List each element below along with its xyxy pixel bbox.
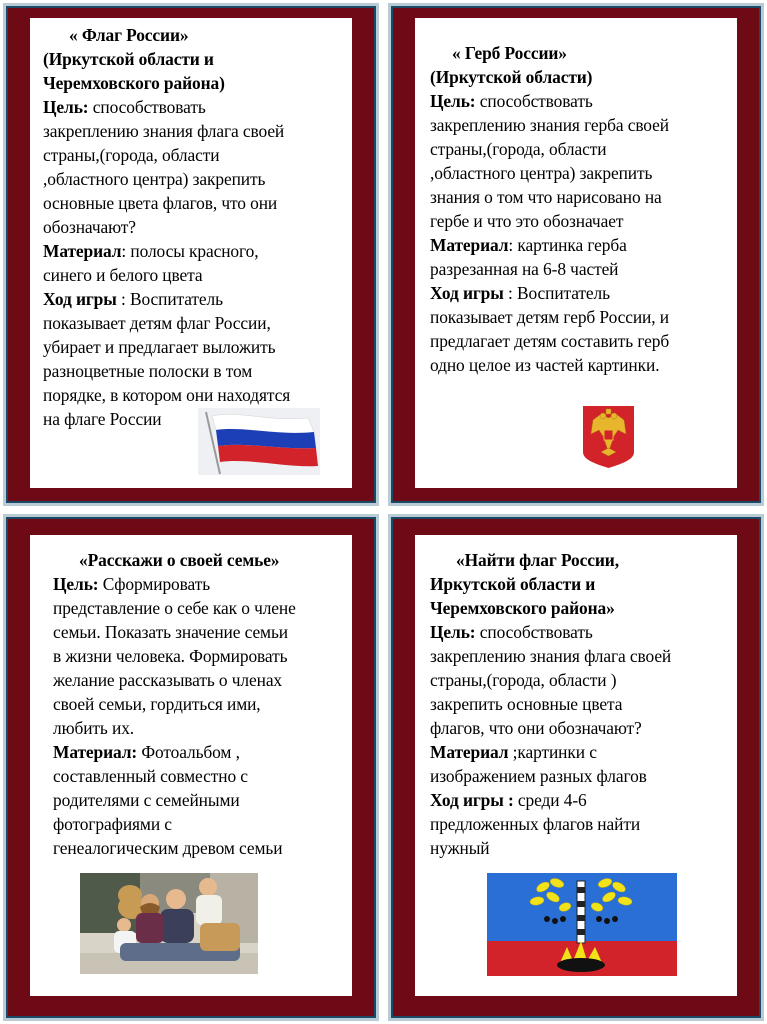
- goal-text: закреплению знания флага своей: [430, 646, 672, 666]
- course-text: : Воспитатель: [503, 283, 610, 303]
- material-text: ;картинки с: [508, 742, 597, 762]
- material-label: Материал: [43, 241, 122, 261]
- goal-text: ,областного центра) закрепить: [43, 169, 266, 189]
- goal-text: способствовать: [475, 622, 593, 642]
- goal-text: Сформировать: [98, 574, 211, 594]
- course-label: Ход игры: [430, 283, 504, 303]
- goal-text: способствовать: [88, 97, 206, 117]
- card-family: [3, 514, 379, 1021]
- course-text: порядке, в котором они находятся: [43, 385, 291, 405]
- goal-label: Цель:: [53, 574, 99, 594]
- material-text: фотографиями с: [53, 814, 172, 834]
- card-content: [415, 535, 737, 996]
- card-title-line: (Иркутской области): [430, 67, 593, 87]
- material-text: разрезанная на 6-8 частей: [430, 259, 619, 279]
- material-label: Материал: [430, 235, 509, 255]
- course-text: предлагает детям составить герб: [430, 331, 670, 351]
- material-text: синего и белого цвета: [43, 265, 203, 285]
- course-text: : Воспитатель: [116, 289, 223, 309]
- goal-text: своей семьи, гордиться ими,: [53, 694, 261, 714]
- goal-text: в жизни человека. Формировать: [53, 646, 288, 666]
- material-text: изображением разных флагов: [430, 766, 647, 786]
- goal-label: Цель:: [430, 91, 476, 111]
- goal-text: закреплению знания герба своей: [430, 115, 669, 135]
- material-label: Материал:: [53, 742, 138, 762]
- course-text: убирает и предлагает выложить: [43, 337, 276, 357]
- material-text: : картинка герба: [508, 235, 627, 255]
- card-title-line: (Иркутской области и: [43, 49, 214, 69]
- goal-label: Цель:: [430, 622, 476, 642]
- goal-text: страны,(города, области ): [430, 670, 617, 690]
- course-text: одно целое из частей картинки.: [430, 355, 660, 375]
- cheremkhovo-flag-icon: [487, 873, 677, 976]
- family-photo-icon: [80, 873, 258, 974]
- card-title-line: Иркутской области и: [430, 574, 596, 594]
- course-label: Ход игры :: [430, 790, 514, 810]
- coat-of-arms-icon: [581, 404, 636, 468]
- card-content: [30, 18, 352, 488]
- card-title-line: «Расскажи о своей семье»: [79, 550, 280, 570]
- card-content: [30, 535, 352, 996]
- goal-text: страны,(города, области: [43, 145, 220, 165]
- card-text: [430, 548, 671, 860]
- goal-text: знания о том что нарисовано на: [430, 187, 662, 207]
- course-text: среди 4-6: [513, 790, 587, 810]
- material-label: Материал: [430, 742, 509, 762]
- course-text: разноцветные полоски в том: [43, 361, 253, 381]
- goal-text: способствовать: [475, 91, 593, 111]
- goal-text: обозначают?: [43, 217, 136, 237]
- course-text: нужный: [430, 838, 490, 858]
- course-text: показывает детям герб России, и: [430, 307, 669, 327]
- card-text: [53, 548, 296, 860]
- course-text: предложенных флагов найти: [430, 814, 641, 834]
- card-find-flag: [388, 514, 764, 1021]
- russian-flag-icon: [198, 408, 320, 475]
- card-text: [430, 41, 669, 377]
- material-text: составленный совместно с: [53, 766, 248, 786]
- card-title-line: Черемховского района): [43, 73, 225, 93]
- goal-text: закреплению знания флага своей: [43, 121, 285, 141]
- goal-text: страны,(города, области: [430, 139, 607, 159]
- goal-label: Цель:: [43, 97, 89, 117]
- course-text: на флаге России: [43, 409, 162, 429]
- material-text: Фотоальбом ,: [137, 742, 240, 762]
- card-title-line: « Флаг России»: [69, 25, 189, 45]
- card-content: [415, 18, 737, 488]
- card-coat-of-arms: [388, 3, 764, 506]
- material-text: генеалогическим древом семьи: [53, 838, 283, 858]
- goal-text: представление о себе как о члене: [53, 598, 296, 618]
- card-title-line: Черемховского района»: [430, 598, 615, 618]
- card-title-line: « Герб России»: [452, 43, 567, 63]
- course-label: Ход игры: [43, 289, 117, 309]
- goal-text: любить их.: [53, 718, 135, 738]
- goal-text: ,областного центра) закрепить: [430, 163, 653, 183]
- material-text: : полосы красного,: [121, 241, 259, 261]
- card-title-line: «Найти флаг России,: [456, 550, 619, 570]
- goal-text: закрепить основные цвета: [430, 694, 623, 714]
- goal-text: желание рассказывать о членах: [53, 670, 283, 690]
- card-flag-russia: [3, 3, 379, 506]
- card-text: [43, 23, 290, 431]
- goal-text: флагов, что они обозначают?: [430, 718, 642, 738]
- goal-text: семьи. Показать значение семьи: [53, 622, 289, 642]
- goal-text: основные цвета флагов, что они: [43, 193, 278, 213]
- material-text: родителями с семейными: [53, 790, 240, 810]
- goal-text: гербе и что это обозначает: [430, 211, 624, 231]
- course-text: показывает детям флаг России,: [43, 313, 271, 333]
